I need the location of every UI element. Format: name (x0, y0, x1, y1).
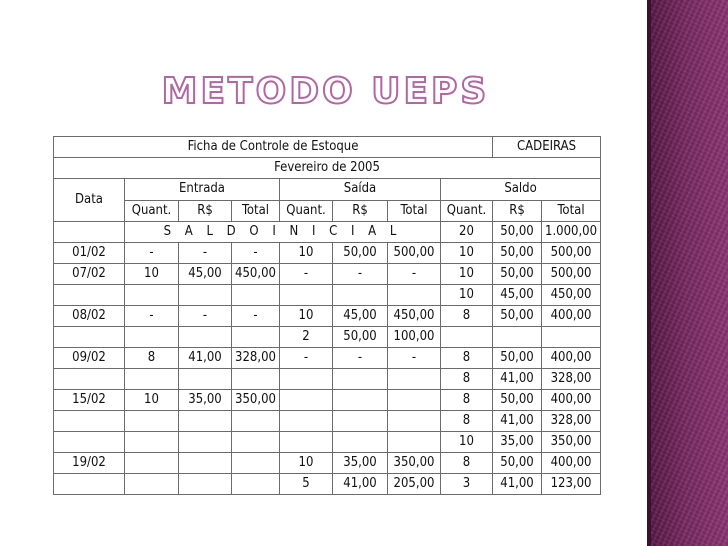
table-cell: 41,00 (333, 474, 388, 495)
table-cell: 50,00 (493, 348, 542, 369)
table-cell (333, 411, 388, 432)
table-cell: 10 (441, 432, 493, 453)
table-row (54, 348, 601, 369)
table-row (54, 369, 601, 390)
table-cell: 328,00 (542, 411, 601, 432)
table-cell (388, 390, 441, 411)
table-cell: - (333, 348, 388, 369)
table-cell (280, 369, 333, 390)
table-cell: 350,00 (232, 390, 280, 411)
table-cell: 10 (280, 306, 333, 327)
table-cell (125, 411, 179, 432)
table-cell: 10 (125, 264, 179, 285)
table-cell: 50,00 (493, 306, 542, 327)
decorative-side-band (651, 0, 728, 546)
opening-balance-label: S A L D O I N I C I A L (125, 222, 441, 243)
table-cell (333, 390, 388, 411)
table-cell (179, 432, 232, 453)
table-cell: 328,00 (542, 369, 601, 390)
table-cell: 350,00 (542, 432, 601, 453)
table-cell: 205,00 (388, 474, 441, 495)
table-cell (542, 327, 601, 348)
table-cell (388, 432, 441, 453)
table-cell (232, 474, 280, 495)
table-cell: 41,00 (493, 411, 542, 432)
table-cell: 10 (441, 264, 493, 285)
table-cell (280, 411, 333, 432)
table-cell: 2 (280, 327, 333, 348)
table-cell: 50,00 (493, 243, 542, 264)
date-cell (54, 411, 125, 432)
table-cell (125, 474, 179, 495)
table-cell: 50,00 (333, 243, 388, 264)
column-header: Total (542, 200, 601, 222)
table-cell (388, 369, 441, 390)
date-cell: 08/02 (54, 306, 125, 327)
date-cell (54, 474, 125, 495)
column-header: Total (388, 200, 441, 222)
table-cell (54, 222, 125, 243)
table-cell (333, 432, 388, 453)
table-cell: 45,00 (179, 264, 232, 285)
table-cell: - (179, 243, 232, 264)
table-cell: 5 (280, 474, 333, 495)
table-cell: 350,00 (388, 453, 441, 474)
table-row (54, 390, 601, 411)
column-header: Quant. (441, 200, 493, 222)
sheet-period: Fevereiro de 2005 (54, 158, 601, 179)
table-cell: 8 (441, 453, 493, 474)
table-row (54, 411, 601, 432)
table-cell: - (179, 306, 232, 327)
table-cell: 10 (125, 390, 179, 411)
sheet-title: Ficha de Controle de Estoque (54, 137, 493, 158)
table-cell (179, 369, 232, 390)
table-cell: 450,00 (232, 264, 280, 285)
saldo-header: Saldo (441, 179, 601, 201)
date-cell: 15/02 (54, 390, 125, 411)
saida-header: Saída (280, 179, 441, 201)
column-header: Quant. (125, 200, 179, 222)
table-cell: 45,00 (333, 306, 388, 327)
table-cell: 41,00 (493, 369, 542, 390)
table-cell: 10 (441, 243, 493, 264)
table-cell: 10 (280, 243, 333, 264)
table-cell: - (333, 264, 388, 285)
table-cell (232, 369, 280, 390)
table-cell (280, 390, 333, 411)
table-cell (125, 432, 179, 453)
table-cell: 41,00 (179, 348, 232, 369)
date-cell (54, 327, 125, 348)
table-cell: 10 (441, 285, 493, 306)
table-cell: 400,00 (542, 348, 601, 369)
column-header: R$ (493, 200, 542, 222)
date-cell: 19/02 (54, 453, 125, 474)
table-cell: 50,00 (493, 222, 542, 243)
table-cell (179, 474, 232, 495)
table-cell: - (388, 264, 441, 285)
entrada-header: Entrada (125, 179, 280, 201)
column-header: Quant. (280, 200, 333, 222)
table-cell: 8 (125, 348, 179, 369)
table-cell (388, 411, 441, 432)
table-cell: 1.000,00 (542, 222, 601, 243)
date-cell (54, 285, 125, 306)
table-cell (179, 327, 232, 348)
table-row (54, 243, 601, 264)
table-row (54, 285, 601, 306)
table-cell: 10 (280, 453, 333, 474)
table-row (54, 327, 601, 348)
table-cell: 500,00 (388, 243, 441, 264)
table-cell: - (388, 348, 441, 369)
table-cell (232, 327, 280, 348)
table-cell: 41,00 (493, 474, 542, 495)
column-header: R$ (179, 200, 232, 222)
table-cell (232, 285, 280, 306)
data-header: Data (54, 179, 125, 222)
date-cell (54, 369, 125, 390)
table-cell (125, 453, 179, 474)
column-header: R$ (333, 200, 388, 222)
product-name: CADEIRAS (493, 137, 601, 158)
slide-title: METODO UEPS (161, 71, 490, 112)
table-cell (333, 285, 388, 306)
table-cell (125, 369, 179, 390)
table-row (54, 306, 601, 327)
table-cell: 8 (441, 411, 493, 432)
column-header: Total (232, 200, 280, 222)
table-cell: 123,00 (542, 474, 601, 495)
table-cell: - (232, 243, 280, 264)
table-cell (441, 327, 493, 348)
date-cell (54, 432, 125, 453)
table-cell: 8 (441, 306, 493, 327)
table-cell: 8 (441, 390, 493, 411)
table-cell: 20 (441, 222, 493, 243)
table-cell: 450,00 (542, 285, 601, 306)
table-cell (232, 453, 280, 474)
table-cell (280, 432, 333, 453)
table-cell: 50,00 (493, 453, 542, 474)
table-cell (333, 369, 388, 390)
table-cell: 50,00 (493, 264, 542, 285)
table-cell: - (125, 243, 179, 264)
table-cell (125, 327, 179, 348)
table-cell: 35,00 (333, 453, 388, 474)
table-cell: 45,00 (493, 285, 542, 306)
table-cell: - (280, 264, 333, 285)
table-cell (179, 453, 232, 474)
table-cell: - (125, 306, 179, 327)
table-cell: 450,00 (388, 306, 441, 327)
table-cell (232, 432, 280, 453)
date-cell: 09/02 (54, 348, 125, 369)
table-cell (232, 411, 280, 432)
table-row (54, 453, 601, 474)
date-cell: 01/02 (54, 243, 125, 264)
table-cell (280, 285, 333, 306)
table-cell (388, 285, 441, 306)
table-cell (179, 285, 232, 306)
table-cell: 50,00 (333, 327, 388, 348)
table-cell: 3 (441, 474, 493, 495)
table-cell: 8 (441, 369, 493, 390)
table-cell (493, 327, 542, 348)
table-cell: - (280, 348, 333, 369)
table-cell: 8 (441, 348, 493, 369)
table-cell: 400,00 (542, 453, 601, 474)
opening-balance-row (54, 222, 601, 243)
table-cell: 500,00 (542, 264, 601, 285)
table-cell: 400,00 (542, 390, 601, 411)
date-cell: 07/02 (54, 264, 125, 285)
table-cell: 500,00 (542, 243, 601, 264)
table-cell (125, 285, 179, 306)
table-cell: 328,00 (232, 348, 280, 369)
table-cell: 50,00 (493, 390, 542, 411)
table-row (54, 474, 601, 495)
table-cell: 35,00 (179, 390, 232, 411)
movement-rows (54, 243, 601, 495)
table-row (54, 264, 601, 285)
table-row (54, 432, 601, 453)
stock-control-sheet (53, 136, 601, 495)
table-cell (179, 411, 232, 432)
table-cell: - (232, 306, 280, 327)
table-cell: 400,00 (542, 306, 601, 327)
table-cell: 100,00 (388, 327, 441, 348)
table-cell: 35,00 (493, 432, 542, 453)
